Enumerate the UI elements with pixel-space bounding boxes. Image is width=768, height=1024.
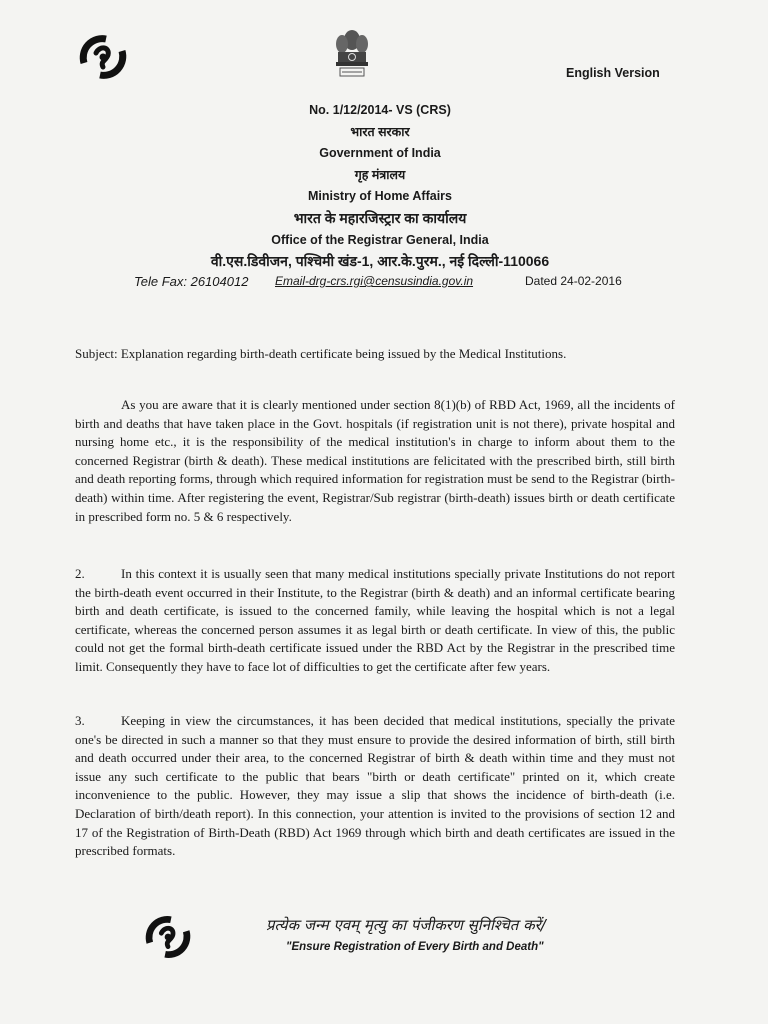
subject-line: Subject: Explanation regarding birth-death certificate being issued by the Medical Institutions. (75, 346, 567, 361)
crs-logo-icon (76, 33, 130, 81)
paragraph-3-text: Keeping in view the circumstances, it has been decided that medical institutions, specially the private one's be directed in such a manner so that they must ensure to provide the desired information of birth, still birth and death occurred under their area, to the concerned Registrar of birth & death within time and they must not issue any such certificate to the public that bears "birth or death certificate" printed on it, which create inconvenience to the public. However, they may issue a slip that shows the incidence of birth-death (i.e. Declaration of birth/death report). In this connection, your attention is invited to the provisions of section 12 and 17 of the Registration of Birth-Death (RBD) Act 1969 through which birth and death certificates are issued in the prescribed formats. (75, 713, 675, 859)
crs-footer-logo-icon (142, 914, 194, 960)
paragraph-1 (75, 396, 675, 526)
reference-number: No. 1/12/2014- VS (CRS) (309, 103, 451, 117)
paragraph-1-text: As you are aware that it is clearly mentioned under section 8(1)(b) of RBD Act, 1969, all the incidents of birth and deaths that have taken place in the Govt. hospitals (if registration unit is not there), private hospital and nursing home etc., it is the responsibility of the medical institution's in charge to inform about them to the concerned Registrar (birth & death). These medical institutions are felicitated with the prescribed birth, still birth and death reporting forms, through which required information for registration must be send to the Registrar (birth-death) within time. After registering the event, Registrar/Sub registrar (birth-death) issues birth or death certificate in prescribed form no. 5 & 6 respectively. (75, 397, 675, 524)
slogan-english: "Ensure Registration of Every Birth and Death" (286, 941, 544, 953)
english-version-label: English Version (566, 66, 660, 80)
ministry-english: Ministry of Home Affairs (307, 189, 452, 204)
paragraph-3-number: 3. (75, 713, 85, 728)
letter-date: Dated 24-02-2016 (525, 274, 622, 288)
ministry-hindi: गृह मंत्रालय (354, 167, 406, 182)
letter-header (180, 100, 580, 273)
slogan-hindi: प्रत्येक जन्म एवम् मृत्यु का पंजीकरण सुनिश्चित करें/ (266, 916, 546, 934)
email-link[interactable]: Email-drg-crs.rgi@censusindia.gov.in (275, 274, 474, 288)
paragraph-2 (75, 565, 675, 677)
paragraph-2-text: In this context it is usually seen that many medical institutions specially private Institutions do not report the birth-death event occurred in their Institute, to the Registrar (birth & death) and an informal certificate bearing birth and death certificate, is issued to the concerned family, while leaving the hospital which is not a legal certificate, whereas the concerned person assumes it as legal birth or death certificate. In view of this, the public could not get the formal birth-death certificate issued under the RBD Act by the Registrar in the prescribed time limit. Consequently they have to face lot of difficulties to get the certificate after few years. (75, 566, 675, 674)
tele-fax: Tele Fax: 26104012 (134, 274, 249, 289)
office-english: Office of the Registrar General, India (271, 232, 489, 247)
office-hindi: भारत के महारजिस्ट्रार का कार्यालय (293, 209, 467, 226)
government-english: Government of India (319, 146, 441, 161)
government-hindi: भारत सरकार (350, 124, 410, 139)
paragraph-2-number: 2. (75, 566, 85, 581)
address-hindi: वी.एस.डिवीजन, पश्चिमी खंड-1, आर.के.पुरम., नई दिल्ली-110066 (210, 253, 550, 270)
paragraph-3 (75, 712, 675, 861)
state-emblem-icon (330, 26, 374, 82)
